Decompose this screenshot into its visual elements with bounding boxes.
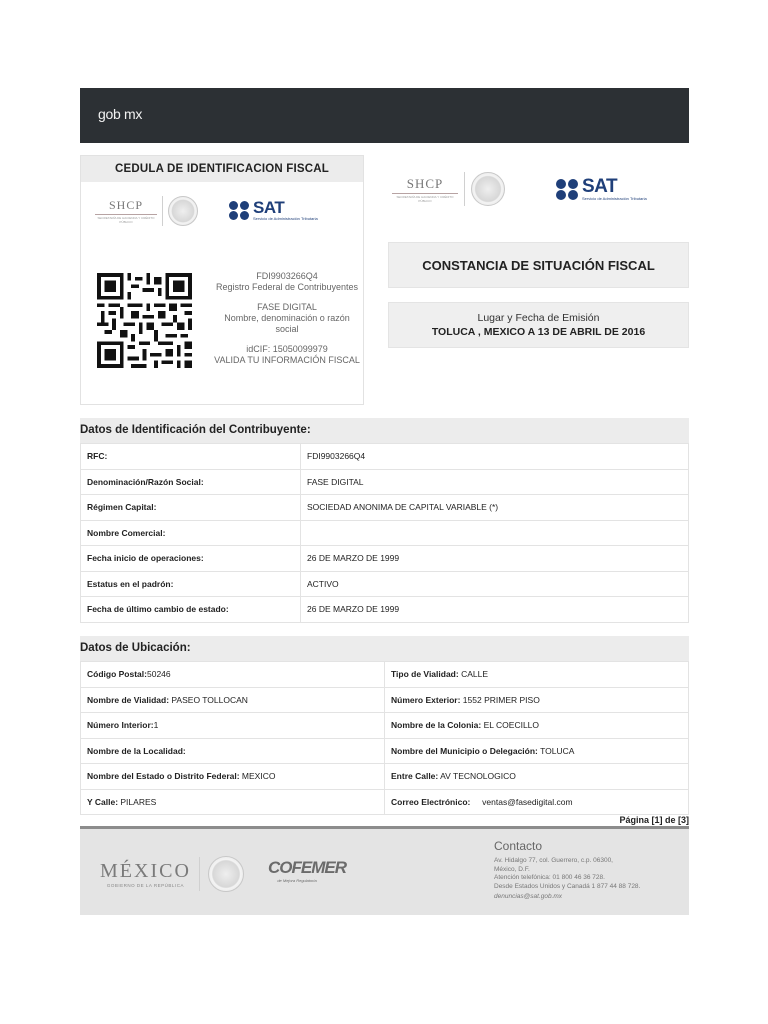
cedula-name-label: Nombre, denominación o razón social	[224, 313, 350, 334]
table-row: Fecha de último cambio de estado: 26 DE MARZO DE 1999	[81, 597, 689, 623]
location-table	[80, 661, 689, 815]
contact-title: Contacto	[494, 839, 543, 853]
cedula-name: FASE DIGITAL	[257, 302, 317, 312]
cedula-rfc-label: Registro Federal de Contribuyentes	[215, 282, 359, 292]
identification-heading: Datos de Identificación del Contribuyente:	[80, 418, 689, 443]
sat-dots-icon	[229, 201, 249, 221]
issue-place-value: TOLUCA , MEXICO A 13 DE ABRIL DE 2016	[431, 326, 646, 338]
shcp-logo: SHCP SECRETARÍA DE HACIENDA Y CRÉDITO PÚBLICO	[95, 196, 198, 226]
table-row: Denominación/Razón Social: FASE DIGITAL	[81, 469, 689, 495]
issue-place-label: Lugar y Fecha de Emisión	[477, 312, 600, 324]
location-heading: Datos de Ubicación:	[80, 636, 689, 661]
location-section	[80, 636, 689, 815]
table-row: Nombre Comercial:	[81, 520, 689, 546]
identification-section	[80, 418, 689, 623]
issue-place-panel	[388, 302, 689, 348]
table-row: Nombre de Vialidad: PASEO TOLLOCAN Número Exterior: 1552 PRIMER PISO	[81, 687, 689, 713]
page-indicator: Página [1] de [3]	[619, 815, 689, 825]
table-row: Fecha inicio de operaciones: 26 DE MARZO DE 1999	[81, 546, 689, 572]
email-link[interactable]: ventas@fasedigital.com	[482, 796, 573, 807]
header-logos	[388, 160, 693, 226]
cofemer-logo: COFEMER de Mejora Regulatoria	[268, 858, 346, 883]
national-seal-icon	[208, 856, 244, 892]
cedula-rfc: FDI9903266Q4	[256, 271, 318, 281]
table-row: Número Interior:1 Nombre de la Colonia: EL COECILLO	[81, 713, 689, 739]
footer	[80, 826, 689, 915]
table-row: Nombre del Estado o Distrito Federal: MEXICO Entre Calle: AV TECNOLOGICO	[81, 764, 689, 790]
top-bar	[80, 88, 689, 143]
gobmx-logo: gob mx	[98, 106, 143, 122]
mexico-logo: MÉXICO GOBIERNO DE LA REPÚBLICA	[100, 856, 244, 892]
table-row: Y Calle: PILARES Correo Electrónico: ventas@fasedigital.com	[81, 789, 689, 815]
qr-code-icon	[97, 273, 192, 368]
cedula-title: CEDULA DE IDENTIFICACION FISCAL	[81, 156, 363, 182]
table-row: Estatus en el padrón: ACTIVO	[81, 571, 689, 597]
national-seal-icon	[471, 172, 505, 206]
table-row: Nombre de la Localidad: Nombre del Municipio o Delegación: TOLUCA	[81, 738, 689, 764]
cedula-info	[213, 271, 361, 374]
shcp-logo: SHCP SECRETARÍA DE HACIENDA Y CRÉDITO PÚBLICO	[392, 172, 505, 206]
national-seal-icon	[168, 196, 198, 226]
table-row: Código Postal:50246 Tipo de Vialidad: CALLE	[81, 662, 689, 688]
sat-dots-icon	[556, 179, 578, 201]
cedula-validate-link[interactable]: VALIDA TU INFORMACIÓN FISCAL	[214, 355, 360, 365]
cedula-card	[80, 155, 364, 405]
identification-table	[80, 443, 689, 623]
table-row: RFC: FDI9903266Q4	[81, 444, 689, 470]
sat-logo: SAT Servicio de Administración Tributaria	[229, 200, 318, 221]
sat-logo: SAT Servicio de Administración Tributaria	[556, 178, 647, 201]
document-title: CONSTANCIA DE SITUACIÓN FISCAL	[388, 242, 689, 288]
cedula-idcif: idCIF: 15050099979	[246, 344, 328, 354]
contact-email-link[interactable]: denuncias@sat.gob.mx	[494, 893, 563, 900]
contact-block: Contacto Av. Hidalgo 77, col. Guerrero, c.p. 06300, México, D.F. Atención telefónica: 01 800 46 36 728. Desde Estados Unidos y Canadá 1 877 44 88 728. denuncias@sat.gob.mx	[494, 839, 684, 902]
table-row: Régimen Capital: SOCIEDAD ANONIMA DE CAPITAL VARIABLE (*)	[81, 495, 689, 521]
